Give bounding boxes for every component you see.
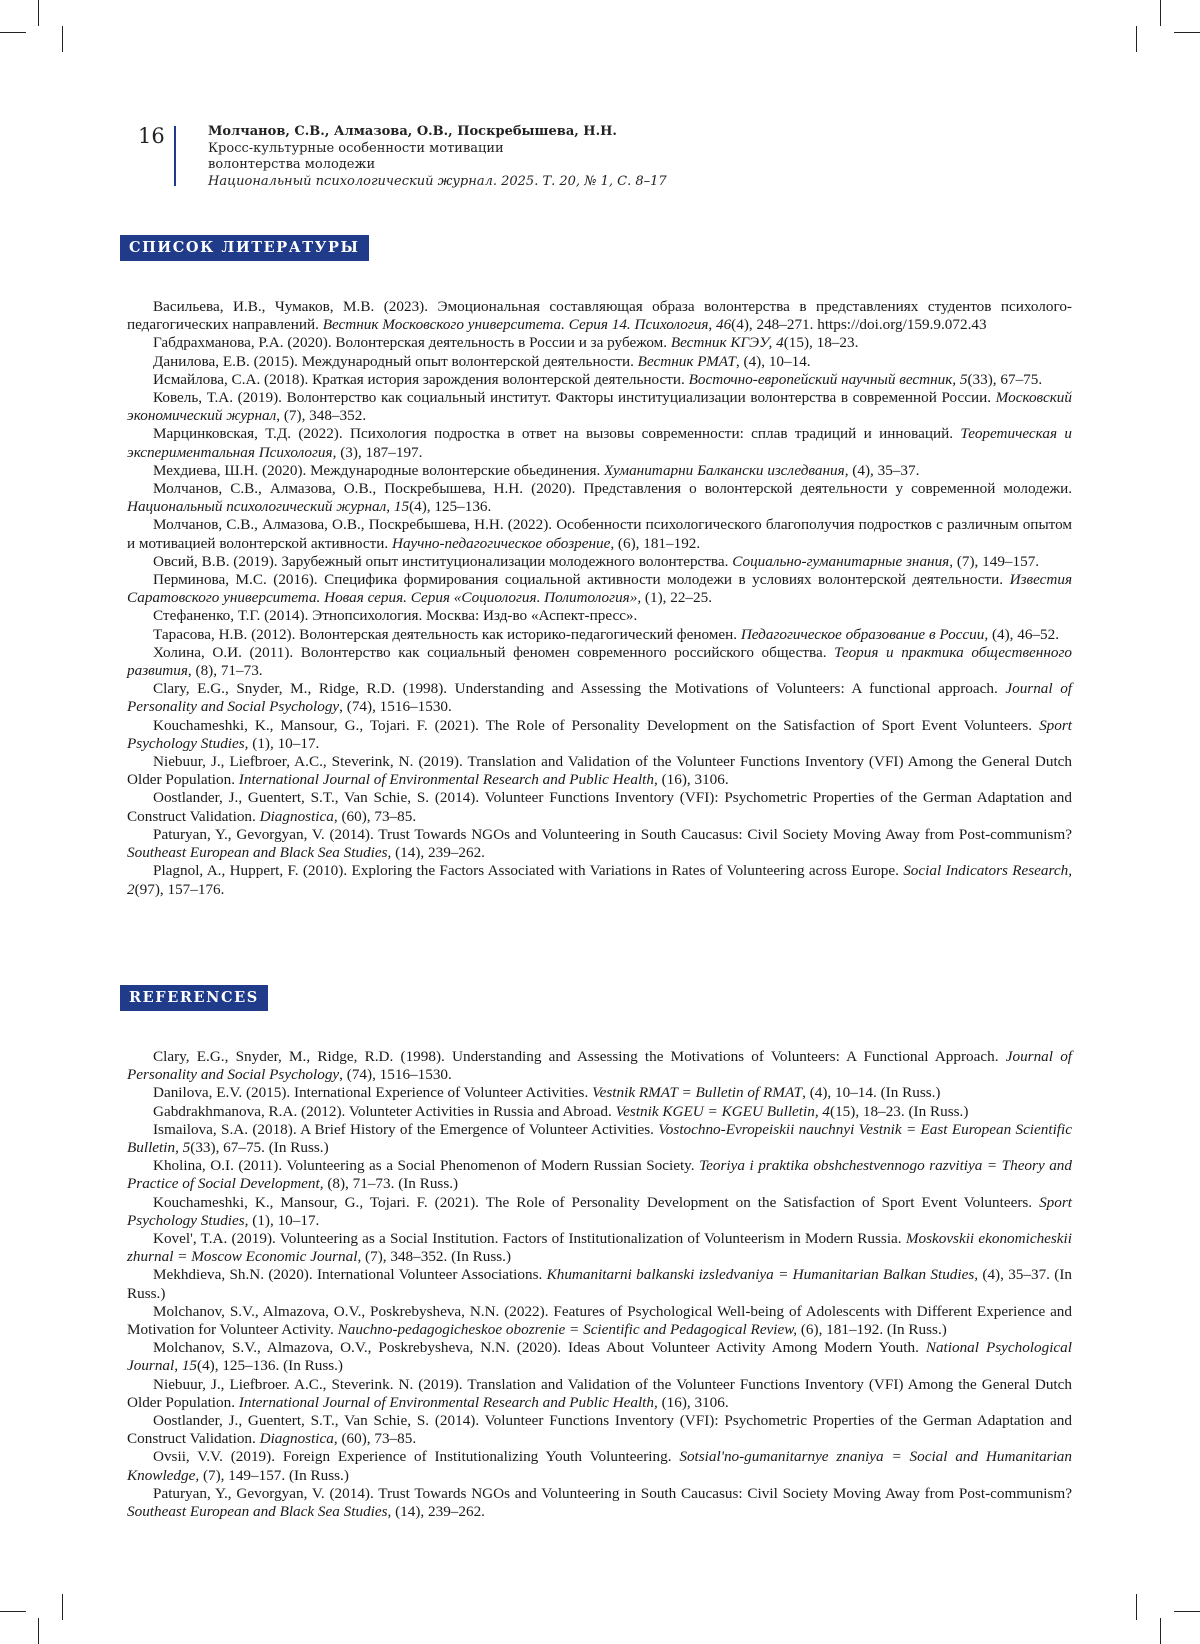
reference-text: Danilova, E.V. (2015). International Experience of Volunteer Activities. bbox=[153, 1084, 592, 1101]
section-title-en: REFERENCES bbox=[120, 985, 268, 1011]
reference-source: Southeast European and Black Sea Studies bbox=[127, 844, 388, 861]
reference-entry bbox=[127, 680, 1072, 716]
reference-text: Стефаненко, Т.Г. (2014). Этнопсихология. Москва: Изд-во «Аспект-пресс». bbox=[153, 607, 637, 624]
reference-entry bbox=[127, 1157, 1072, 1193]
reference-details: (6), 181–192. (In Russ.) bbox=[797, 1321, 947, 1338]
reference-entry bbox=[127, 1103, 1072, 1121]
reference-entry bbox=[127, 826, 1072, 862]
reference-entry bbox=[127, 1339, 1072, 1375]
reference-entry bbox=[127, 862, 1072, 898]
reference-details: (33), 67–75. (In Russ.) bbox=[190, 1139, 328, 1156]
reference-text: Холина, О.И. (2011). Волонтерство как социальный феномен современного российского общества. bbox=[153, 644, 834, 661]
reference-text: Перминова, М.С. (2016). Специфика формирования социальной активности молодежи в условиях волонтерской деятельности. bbox=[153, 571, 1010, 588]
reference-details: (16), 3106. bbox=[658, 1394, 729, 1411]
running-header bbox=[208, 124, 667, 190]
reference-source: Известия Саратовского университета. Новая серия. Серия «Социология. Политология», bbox=[127, 571, 1072, 606]
reference-source: Social Indicators Research, 2 bbox=[127, 862, 1072, 897]
reference-entry bbox=[127, 1230, 1072, 1266]
reference-details: (7), 149–157. (In Russ.) bbox=[199, 1467, 349, 1484]
reference-details: (33), 67–75. bbox=[968, 371, 1043, 388]
reference-text: Васильева, И.В., Чумаков, М.В. (2023). Эмоциональная составляющая образа волонтерства в представлениях студентов психолого-педагогических направлений. bbox=[127, 298, 1072, 333]
reference-source: Научно-педагогическое обозрение, bbox=[392, 535, 614, 552]
reference-details: (7), 348–352. (In Russ.) bbox=[361, 1248, 511, 1265]
reference-text: Исмайлова, С.А. (2018). Краткая история зарождения волонтерской деятельности. bbox=[153, 371, 689, 388]
reference-list-ru bbox=[127, 298, 1072, 899]
reference-entry bbox=[127, 626, 1072, 644]
reference-text: Oostlander, J., Guentert, S.T., Van Schie, S. (2014). Volunteer Functions Inventory (VFI): Psychometric Properties of the German Adaptation and Construct Validation. bbox=[127, 789, 1072, 824]
reference-entry bbox=[127, 789, 1072, 825]
crop-mark bbox=[1136, 1594, 1137, 1620]
page-number: 16 bbox=[138, 124, 165, 148]
reference-source: Vostochno-Evropeiskii nauchnyi Vestnik = East European Scientific Bulletin, 5 bbox=[127, 1121, 1072, 1156]
crop-mark bbox=[1174, 32, 1200, 33]
reference-source: Sport Psychology Studies, bbox=[127, 717, 1072, 752]
crop-mark bbox=[38, 1618, 39, 1644]
header-journal: Национальный психологический журнал. 2025. Т. 20, № 1, С. 8–17 bbox=[208, 174, 667, 191]
reference-text: Clary, E.G., Snyder, M., Ridge, R.D. (1998). Understanding and Assessing the Motivations of Volunteers: A Functional Approach. bbox=[153, 1048, 1006, 1065]
reference-source: Journal of Personality and Social Psychology bbox=[127, 680, 1072, 715]
header-title-line-2: волонтерства молодежи bbox=[208, 157, 667, 174]
reference-text: Ismailova, S.A. (2018). A Brief History of the Emergence of Volunteer Activities. bbox=[153, 1121, 658, 1138]
reference-source: Sotsial'no-gumanitarnye znaniya = Social and Humanitarian Knowledge, bbox=[127, 1448, 1072, 1483]
crop-mark bbox=[62, 26, 63, 52]
reference-source: Теория и практика общественного развития bbox=[127, 644, 1072, 679]
reference-details: , (60), 73–85. bbox=[334, 1430, 416, 1447]
crop-mark bbox=[1160, 1618, 1161, 1644]
crop-mark bbox=[1160, 0, 1161, 26]
reference-source: Социально-гуманитарные знания, bbox=[732, 553, 953, 570]
crop-mark bbox=[62, 1594, 63, 1620]
reference-text: Clary, E.G., Snyder, M., Ridge, R.D. (1998). Understanding and Assessing the Motivations of Volunteers: A functional approach. bbox=[153, 680, 1005, 697]
reference-entry bbox=[127, 1048, 1072, 1084]
reference-entry bbox=[127, 298, 1072, 334]
reference-details: (97), 157–176. bbox=[135, 881, 225, 898]
reference-text: Plagnol, A., Huppert, F. (2010). Exploring the Factors Associated with Variations in Rates of Volunteering across Europe. bbox=[153, 862, 903, 879]
reference-details: (4), 46–52. bbox=[988, 626, 1059, 643]
reference-entry bbox=[127, 717, 1072, 753]
reference-details: (8), 71–73. (In Russ.) bbox=[324, 1175, 459, 1192]
reference-text: Molchanov, S.V., Almazova, O.V., Poskrebysheva, N.N. (2022). Features of Psychological Well-being of Adolescents with Different Experience and Motivation for Volunteer Activity. bbox=[127, 1303, 1072, 1338]
crop-mark bbox=[1136, 26, 1137, 52]
reference-text: Mekhdieva, Sh.N. (2020). International Volunteer Associations. bbox=[153, 1266, 547, 1283]
reference-source: Teoriya i praktika obshchestvennogo razvitiya = Theory and Practice of Social Development, bbox=[127, 1157, 1072, 1192]
reference-source: Sport Psychology Studies, bbox=[127, 1194, 1072, 1229]
reference-details: (4), 35–37. (In Russ.) bbox=[127, 1266, 1072, 1301]
reference-source: Southeast European and Black Sea Studies bbox=[127, 1503, 388, 1520]
reference-details: , (74), 1516–1530. bbox=[339, 698, 452, 715]
reference-text: Paturyan, Y., Gevorgyan, V. (2014). Trust Towards NGOs and Volunteering in South Caucasus: Civil Society Moving Away from Post-communism? bbox=[153, 1485, 1072, 1502]
reference-text: Niebuur, J., Liefbroer, A.C., Steverink, N. (2019). Translation and Validation of the Volunteer Functions Inventory (VFI) Among the General Dutch Older Population. bbox=[127, 753, 1072, 788]
reference-details: (1), 22–25. bbox=[641, 589, 712, 606]
reference-entry bbox=[127, 1376, 1072, 1412]
reference-entry bbox=[127, 480, 1072, 516]
reference-source: National Psychological Journal, 15 bbox=[127, 1339, 1072, 1374]
reference-details: (4), 35–37. bbox=[849, 462, 920, 479]
reference-details: (16), 3106. bbox=[658, 771, 729, 788]
reference-text: Габдрахманова, Р.А. (2020). Волонтерская деятельность в России и за рубежом. bbox=[153, 334, 671, 351]
reference-details: , (14), 239–262. bbox=[388, 1503, 485, 1520]
reference-details: (7), 149–157. bbox=[953, 553, 1039, 570]
reference-entry bbox=[127, 371, 1072, 389]
header-authors: Молчанов, С.В., Алмазова, О.В., Поскребышева, Н.Н. bbox=[208, 124, 667, 141]
reference-details: (15), 18–23. bbox=[784, 334, 859, 351]
reference-details: , (74), 1516–1530. bbox=[339, 1066, 452, 1083]
reference-text: Тарасова, Н.В. (2012). Волонтерская деятельность как историко-педагогический феномен. bbox=[153, 626, 741, 643]
reference-entry bbox=[127, 516, 1072, 552]
reference-entry bbox=[127, 1448, 1072, 1484]
header-title-line-1: Кросс-культурные особенности мотивации bbox=[208, 141, 667, 158]
reference-details: , (4), 10–14. (In Russ.) bbox=[802, 1084, 940, 1101]
reference-text: Ковель, Т.А. (2019). Волонтерство как социальный институт. Факторы институциализации волонтерства в современной России. bbox=[153, 389, 996, 406]
reference-source: Nauchno-pedagogicheskoe obozrenie = Scientific and Pedagogical Review, bbox=[338, 1321, 797, 1338]
reference-entry bbox=[127, 753, 1072, 789]
reference-source: Восточно-европейский научный вестник, 5 bbox=[689, 371, 968, 388]
reference-text: Kouchameshki, K., Mansour, G., Tojari. F. (2021). The Role of Personality Development on the Satisfaction of Sport Event Volunteers. bbox=[153, 1194, 1039, 1211]
reference-text: Molchanov, S.V., Almazova, O.V., Poskrebysheva, N.N. (2020). Ideas About Volunteer Activity Among Modern Youth. bbox=[153, 1339, 926, 1356]
reference-details: , (60), 73–85. bbox=[334, 808, 416, 825]
reference-entry bbox=[127, 1303, 1072, 1339]
reference-text: Молчанов, С.В., Алмазова, О.В., Поскребышева, Н.Н. (2022). Особенности психологического благополучия подростков с различным опытом и мотивацией волонтерской активности. bbox=[127, 516, 1072, 551]
crop-mark bbox=[38, 0, 39, 26]
reference-entry bbox=[127, 462, 1072, 480]
reference-source: Diagnostica bbox=[260, 808, 334, 825]
reference-source: International Journal of Environmental Research and Public Health, bbox=[239, 1394, 658, 1411]
reference-details: (6), 181–192. bbox=[614, 535, 700, 552]
reference-entry bbox=[127, 1084, 1072, 1102]
reference-source: Московский экономический журнал bbox=[127, 389, 1072, 424]
reference-source: Diagnostica bbox=[260, 1430, 334, 1447]
reference-details: (1), 10–17. bbox=[248, 1212, 319, 1229]
section-title-ru: СПИСОК ЛИТЕРАТУРЫ bbox=[120, 235, 369, 261]
reference-entry bbox=[127, 1266, 1072, 1302]
reference-source: Vestnik KGEU = KGEU Bulletin, 4 bbox=[616, 1103, 830, 1120]
reference-source: International Journal of Environmental Research and Public Health, bbox=[239, 771, 658, 788]
reference-text: Kouchameshki, K., Mansour, G., Tojari. F. (2021). The Role of Personality Development on the Satisfaction of Sport Event Volunteers. bbox=[153, 717, 1039, 734]
reference-source: Хуманитарни Балкански изследвания, bbox=[604, 462, 848, 479]
reference-text: Данилова, Е.В. (2015). Международный опыт волонтерской деятельности. bbox=[153, 353, 638, 370]
reference-list-en bbox=[127, 1048, 1072, 1521]
reference-entry bbox=[127, 553, 1072, 571]
crop-mark bbox=[0, 1611, 26, 1612]
reference-details: (1), 10–17. bbox=[248, 735, 319, 752]
reference-text: Молчанов, С.В., Алмазова, О.В., Поскребышева, Н.Н. (2020). Представления о волонтерской деятельности у современной молодежи. bbox=[153, 480, 1072, 497]
reference-text: Paturyan, Y., Gevorgyan, V. (2014). Trust Towards NGOs and Volunteering in South Caucasus: Civil Society Moving Away from Post-communism? bbox=[153, 826, 1072, 843]
reference-source: Вестник РМАТ bbox=[638, 353, 736, 370]
reference-details: (15), 18–23. (In Russ.) bbox=[830, 1103, 968, 1120]
reference-source: Vestnik RMAT = Bulletin of RMAT bbox=[592, 1084, 802, 1101]
reference-text: Ovsii, V.V. (2019). Foreign Experience of Institutionalizing Youth Volunteering. bbox=[153, 1448, 679, 1465]
reference-source: Национальный психологический журнал, 15 bbox=[127, 498, 409, 515]
reference-source: Moskovskii ekonomicheskii zhurnal = Moscow Economic Journal, bbox=[127, 1230, 1072, 1265]
reference-text: Kholina, O.I. (2011). Volunteering as a Social Phenomenon of Modern Russian Society. bbox=[153, 1157, 699, 1174]
crop-mark bbox=[1174, 1611, 1200, 1612]
reference-source: Вестник КГЭУ, 4 bbox=[671, 334, 784, 351]
reference-entry bbox=[127, 425, 1072, 461]
reference-entry bbox=[127, 1412, 1072, 1448]
reference-source: Khumanitarni balkanski izsledvaniya = Humanitarian Balkan Studies, bbox=[547, 1266, 978, 1283]
reference-source: Теоретическая и экспериментальная Психология bbox=[127, 425, 1072, 460]
reference-details: , (14), 239–262. bbox=[388, 844, 485, 861]
reference-text: Niebuur, J., Liefbroer. A.C., Steverink. N. (2019). Translation and Validation of the Volunteer Functions Inventory (VFI) Among the General Dutch Older Population. bbox=[127, 1376, 1072, 1411]
reference-details: (4), 248–271. https://doi.org/159.9.072.43 bbox=[731, 316, 986, 333]
reference-entry bbox=[127, 389, 1072, 425]
reference-entry bbox=[127, 334, 1072, 352]
reference-text: Марцинковская, Т.Д. (2022). Психология подростка в ответ на вызовы современности: сплав традиций и инноваций. bbox=[153, 425, 960, 442]
reference-details: , (7), 348–352. bbox=[276, 407, 366, 424]
reference-source: Journal of Personality and Social Psychology bbox=[127, 1048, 1072, 1083]
reference-details: , (4), 10–14. bbox=[736, 353, 811, 370]
crop-mark bbox=[0, 32, 26, 33]
reference-text: Kovel', T.A. (2019). Volunteering as a Social Institution. Factors of Institutionalization of Volunteerism in Modern Russia. bbox=[153, 1230, 906, 1247]
reference-entry bbox=[127, 353, 1072, 371]
reference-entry bbox=[127, 1485, 1072, 1521]
reference-source: Педагогическое образование в России, bbox=[741, 626, 988, 643]
reference-entry bbox=[127, 644, 1072, 680]
reference-text: Мехдиева, Ш.Н. (2020). Международные волонтерские обьединения. bbox=[153, 462, 604, 479]
reference-details: (4), 125–136. bbox=[409, 498, 491, 515]
reference-entry bbox=[127, 571, 1072, 607]
header-divider bbox=[174, 126, 176, 186]
reference-text: Oostlander, J., Guentert, S.T., Van Schie, S. (2014). Volunteer Functions Inventory (VFI): Psychometric Properties of the German Adaptation and Construct Validation. bbox=[127, 1412, 1072, 1447]
reference-text: Gabdrakhmanova, R.A. (2012). Volunteter Activities in Russia and Abroad. bbox=[153, 1103, 616, 1120]
reference-details: , (3), 187–197. bbox=[333, 444, 423, 461]
reference-details: (4), 125–136. (In Russ.) bbox=[197, 1357, 343, 1374]
reference-entry bbox=[127, 1121, 1072, 1157]
reference-details: , (8), 71–73. bbox=[188, 662, 263, 679]
reference-source: Вестник Московского университета. Серия 14. Психология, 46 bbox=[323, 316, 731, 333]
reference-text: Овсий, В.В. (2019). Зарубежный опыт институционализации молодежного волонтерства. bbox=[153, 553, 732, 570]
reference-entry bbox=[127, 607, 1072, 625]
reference-entry bbox=[127, 1194, 1072, 1230]
